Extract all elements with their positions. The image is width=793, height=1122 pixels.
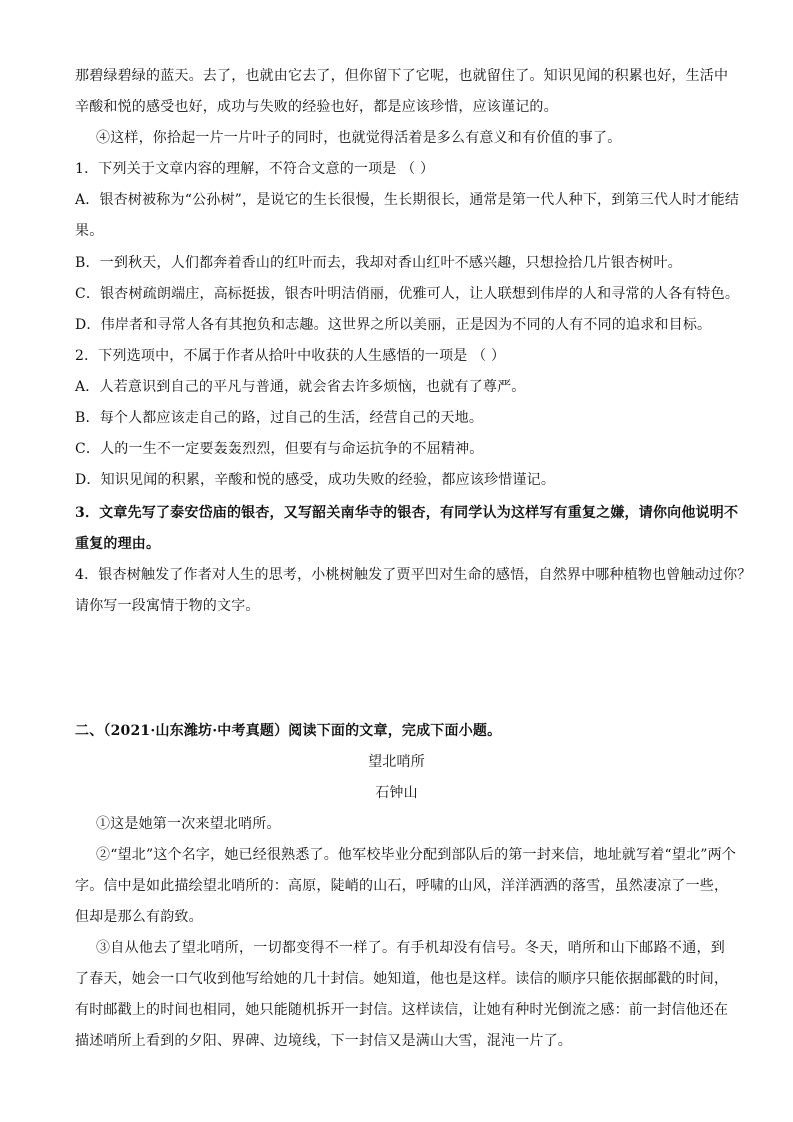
article-author: 石钟山 bbox=[375, 785, 418, 801]
question-1-option-a: A．银杏树被称为“公孙树”，是说它的生长很慢，生长期很长，通常是第一代人种下，到第三代人时才能结 bbox=[75, 192, 740, 208]
question-4: 4．银杏树触发了作者对人生的思考，小桃树触发了贾平凹对生命的感悟，自然界中哪种植物也曾触动过你？ bbox=[75, 567, 752, 583]
question-2-option-c: C．人的一生不一定要轰轰烈烈，但要有与命运抗争的不屈精神。 bbox=[75, 441, 484, 457]
question-2-option-d: D．知识见闻的积累，辛酸和悦的感受，成功失败的经验，都应该珍惜谨记。 bbox=[75, 472, 556, 488]
passage-line: 辛酸和悦的感受也好，成功与失败的经验也好，都是应该珍惜，应该谨记的。 bbox=[75, 99, 558, 115]
question-1-stem: 1．下列关于文章内容的理解，不符合文意的一项是 （ ） bbox=[75, 161, 435, 177]
article-paragraph-2-line: 但却是那么有韵致。 bbox=[75, 909, 203, 925]
article-paragraph-3-line: 描述哨所上看到的夕阳、界碑、边境线，下一封信又是满山大雪，混沌一片了。 bbox=[75, 1033, 572, 1049]
article-paragraph-3-line: 了春天，她会一口气收到他写给她的几十封信。她知道，他也是这样。读信的顺序只能依据邮戳的时间， bbox=[75, 971, 729, 987]
question-1-option-a-continued: 果。 bbox=[75, 223, 104, 239]
article-paragraph-2: ②“望北”这个名字，她已经很熟悉了。他军校毕业分配到部队后的第一封来信，地址就写着“望北”两个 bbox=[96, 847, 737, 863]
passage-paragraph-4: ④这样，你拾起一片一片叶子的同时，也就觉得活着是多么有意义和有价值的事了。 bbox=[96, 130, 622, 146]
article-title: 望北哨所 bbox=[368, 754, 425, 770]
question-1-option-d: D．伟岸者和寻常人各有其抱负和志趣。这世界之所以美丽，正是因为不同的人有不同的追求和目标。 bbox=[75, 317, 712, 333]
question-2-option-a: A．人若意识到自己的平凡与普通，就会省去许多烦恼，也就有了尊严。 bbox=[75, 379, 526, 395]
passage-line: 那碧绿碧绿的蓝天。去了，也就由它去了，但你留下了它呢，也就留住了。知识见闻的积累也好，生活中 bbox=[75, 68, 729, 84]
question-3: 3．文章先写了泰安岱庙的银杏，又写韶关南华寺的银杏，有同学认为这样写有重复之嫌，请你向他说明不 bbox=[75, 505, 739, 521]
question-2-option-b: B．每个人都应该走自己的路，过自己的生活，经营自己的天地。 bbox=[75, 410, 484, 426]
section-2-heading: 二、（2021·山东潍坊·中考真题）阅读下面的文章，完成下面小题。 bbox=[75, 723, 502, 739]
article-paragraph-3: ③自从他去了望北哨所，一切都变得不一样了。有手机却没有信号。冬天，哨所和山下邮路不通，到 bbox=[96, 940, 725, 956]
article-paragraph-2-line: 字。信中是如此描绘望北哨所的：高原，陡峭的山石，呼啸的山风，洋洋洒洒的落雪，虽然凄凉了一些， bbox=[75, 878, 729, 894]
question-2-stem: 2．下列选项中，不属于作者从拾叶中收获的人生感悟的一项是 （ ） bbox=[75, 348, 506, 364]
question-4-continued: 请你写一段寓情于物的文字。 bbox=[75, 598, 260, 614]
question-3-continued: 重复的理由。 bbox=[75, 536, 161, 552]
article-paragraph-1: ①这是她第一次来望北哨所。 bbox=[96, 816, 281, 832]
question-1-option-c: C．银杏树疏朗端庄，高标挺拔，银杏叶明洁俏丽，优雅可人，让人联想到伟岸的人和寻常的人各有特色。 bbox=[75, 286, 740, 302]
question-1-option-b: B．一到秋天，人们都奔着香山的红叶而去，我却对香山红叶不感兴趣，只想捡拾几片银杏树叶。 bbox=[75, 255, 682, 271]
article-paragraph-3-line: 有时邮戳上的时间也相同，她只能随机拆开一封信。这样读信，让她有种时光倒流之感：前一封信他还在 bbox=[75, 1002, 729, 1018]
